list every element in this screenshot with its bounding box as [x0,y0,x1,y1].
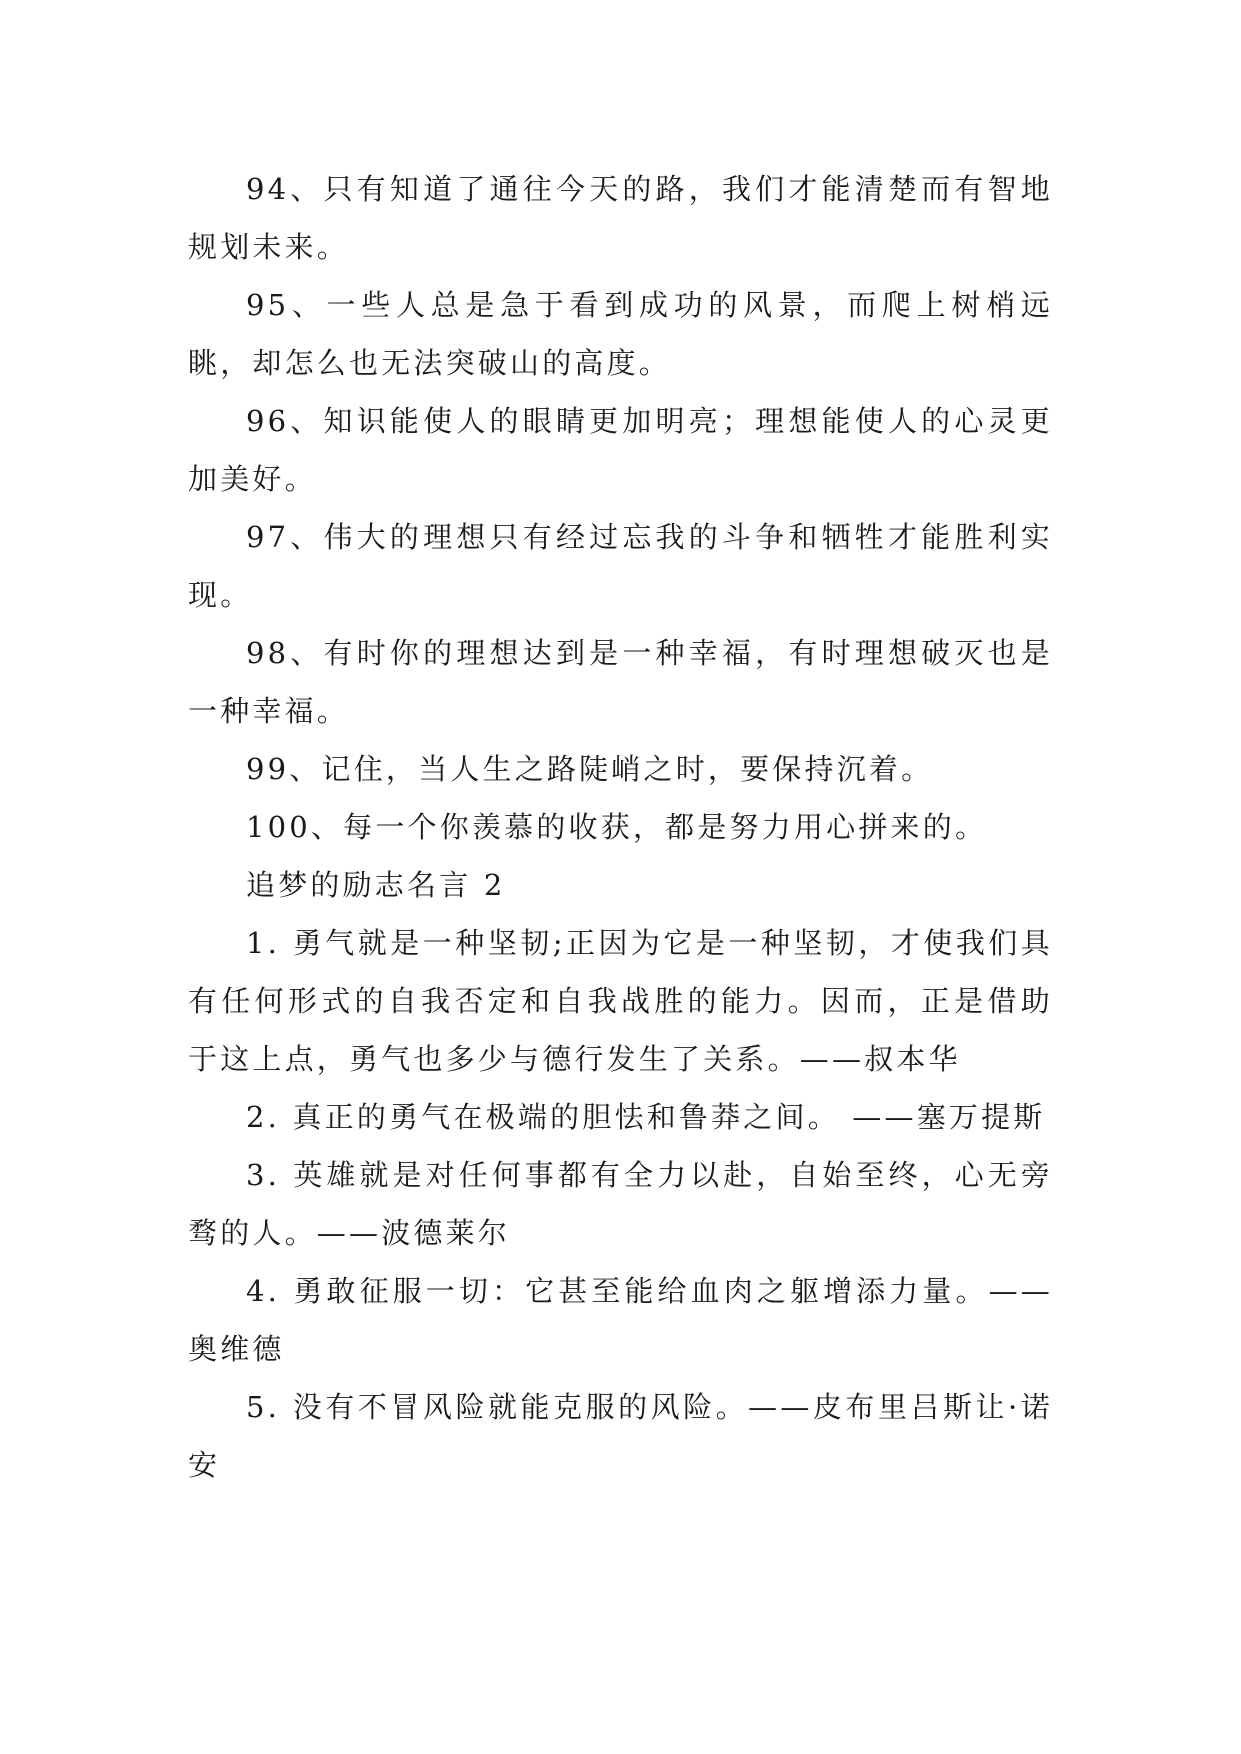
quote-3: 3. 英雄就是对任何事都有全力以赴，自始至终，心无旁骛的人。——波德莱尔 [188,1158,1053,1250]
paragraph-100: 100、每一个你羡慕的收获，都是努力用心拼来的。 [246,810,988,844]
paragraph-95: 95、一些人总是急于看到成功的风景，而爬上树梢远眺，却怎么也无法突破山的高度。 [188,288,1053,380]
section-heading: 追梦的励志名言 2 [246,868,506,902]
quote-4: 4. 勇敢征服一切：它甚至能给血肉之躯增添力量。——奥维德 [188,1274,1053,1366]
paragraph-96: 96、知识能使人的眼睛更加明亮；理想能使人的心灵更加美好。 [188,404,1053,496]
paragraph-98: 98、有时你的理想达到是一种幸福，有时理想破灭也是一种幸福。 [188,636,1053,728]
paragraph-97: 97、伟大的理想只有经过忘我的斗争和牺牲才能胜利实现。 [188,520,1053,612]
document-body [188,160,1053,1494]
quote-1: 1. 勇气就是一种坚韧;正因为它是一种坚韧，才使我们具有任何形式的自我否定和自我战胜的能力。因而，正是借助于这上点，勇气也多少与德行发生了关系。——叔本华 [188,926,1053,1076]
paragraph-99: 99、记住，当人生之路陡峭之时，要保持沉着。 [246,752,934,786]
paragraph-94: 94、只有知道了通往今天的路，我们才能清楚而有智地规划未来。 [188,172,1053,264]
quote-2: 2. 真正的勇气在极端的胆怯和鲁莽之间。 ——塞万提斯 [246,1100,1046,1134]
quote-5: 5. 没有不冒风险就能克服的风险。——皮布里吕斯让·诺安 [188,1390,1053,1482]
